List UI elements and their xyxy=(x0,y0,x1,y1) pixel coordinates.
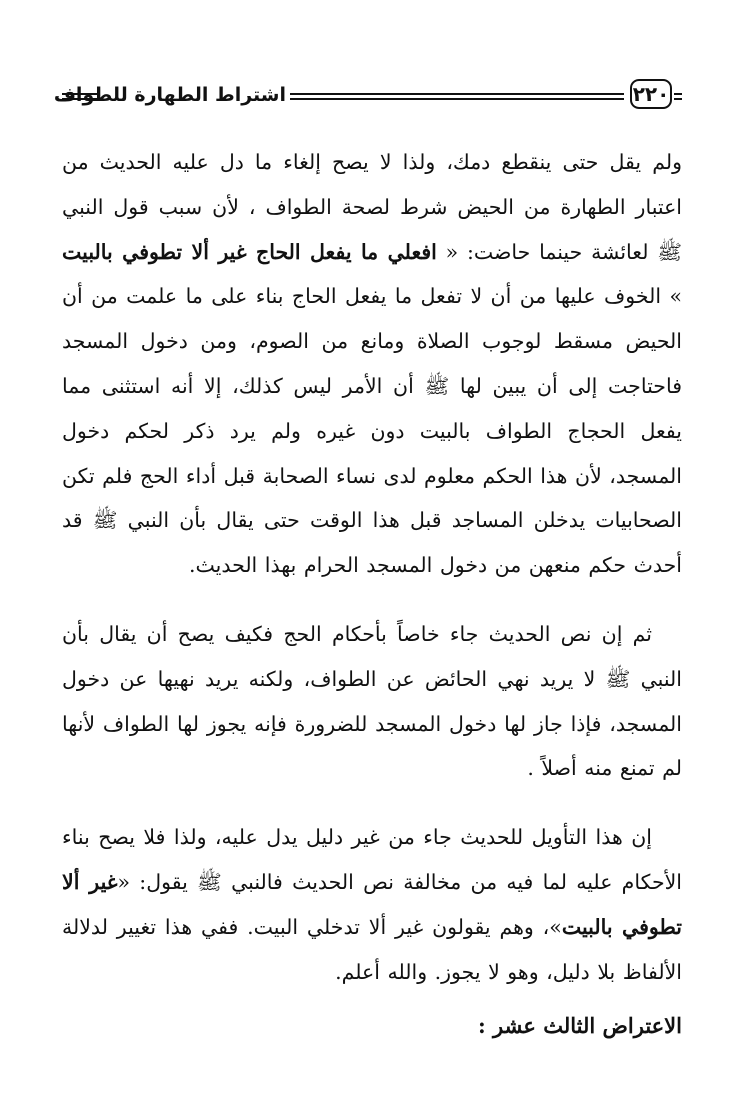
paragraph-2-text: ثم إن نص الحديث جاء خاصاً بأحكام الحج فكيف يصح أن يقال بأن النبي ﷺ لا يريد نهي الحائض عن الطواف، ولكنه يريد نهيها عن دخول المسجد، فإذا جاز لها دخول المسجد للضرورة فإنه يجوز لها الطواف لأنها لم تمنع منه أصلاً . xyxy=(62,621,682,781)
paragraph-1 xyxy=(62,140,682,588)
paragraph-3-text-b: »، وهم يقولون غير ألا تدخلي البيت. ففي هذا تغيير لدلالة الألفاظ بلا دليل، وهو لا يجوز. والله أعلم. xyxy=(62,914,682,984)
paragraph-1-text-b: » الخوف عليها من أن لا تفعل ما يفعل الحاج بناء على ما علمت من أن الحيض مسقط لوجوب الصلاة ومانع من الصوم، ومن دخول المسجد فاحتاجت إلى أن يبين لها ﷺ أن الأمر ليس كذلك، إلا أنه استثنى مما يفعل الحجاج الطواف بالبيت دون غيره ولم يرد ذكر لحكم دخول المسجد، لأن هذا الحكم معلوم لدى نساء الصحابة قبل أداء الحج فلم تكن الصحابيات يدخلن المساجد قبل هذا الوقت حتى يقال بأن النبي ﷺ قد أحدث حكم منعهن من دخول المسجد الحرام بهذا الحديث. xyxy=(62,284,682,578)
page-header xyxy=(53,76,682,116)
running-title: اشتراط الطهارة للطواف xyxy=(53,84,286,106)
hadith-quote: افعلي ما يفعل الحاج غير ألا تطوفي بالبيت xyxy=(62,239,437,264)
paragraph-1-text-a: ولم يقل حتى ينقطع دمك، ولذا لا يصح إلغاء ما دل عليه الحديث من اعتبار الطهارة من الحيض شرط لصحة الطواف ، لأن سبب قول النبي ﷺ لعائشة حينما حاضت: « xyxy=(62,150,682,264)
paragraph-3 xyxy=(62,815,682,994)
header-rule-right xyxy=(674,93,682,100)
hadith-quote-2: غير ألا تطوفي بالبيت xyxy=(62,869,682,939)
body-text xyxy=(62,140,682,994)
paragraph-3-text-a: إن هذا التأويل للحديث جاء من غير دليل يدل عليه، ولذا فلا يصح بناء الأحكام عليه لما فيه من مخالفة نص الحديث فالنبي ﷺ يقول: « xyxy=(62,825,683,894)
page-number: ٢٢٠ xyxy=(630,79,672,109)
header-rule-middle xyxy=(290,93,624,100)
section-heading: الاعتراض الثالث عشر : xyxy=(477,1013,682,1038)
paragraph-2 xyxy=(62,612,682,791)
